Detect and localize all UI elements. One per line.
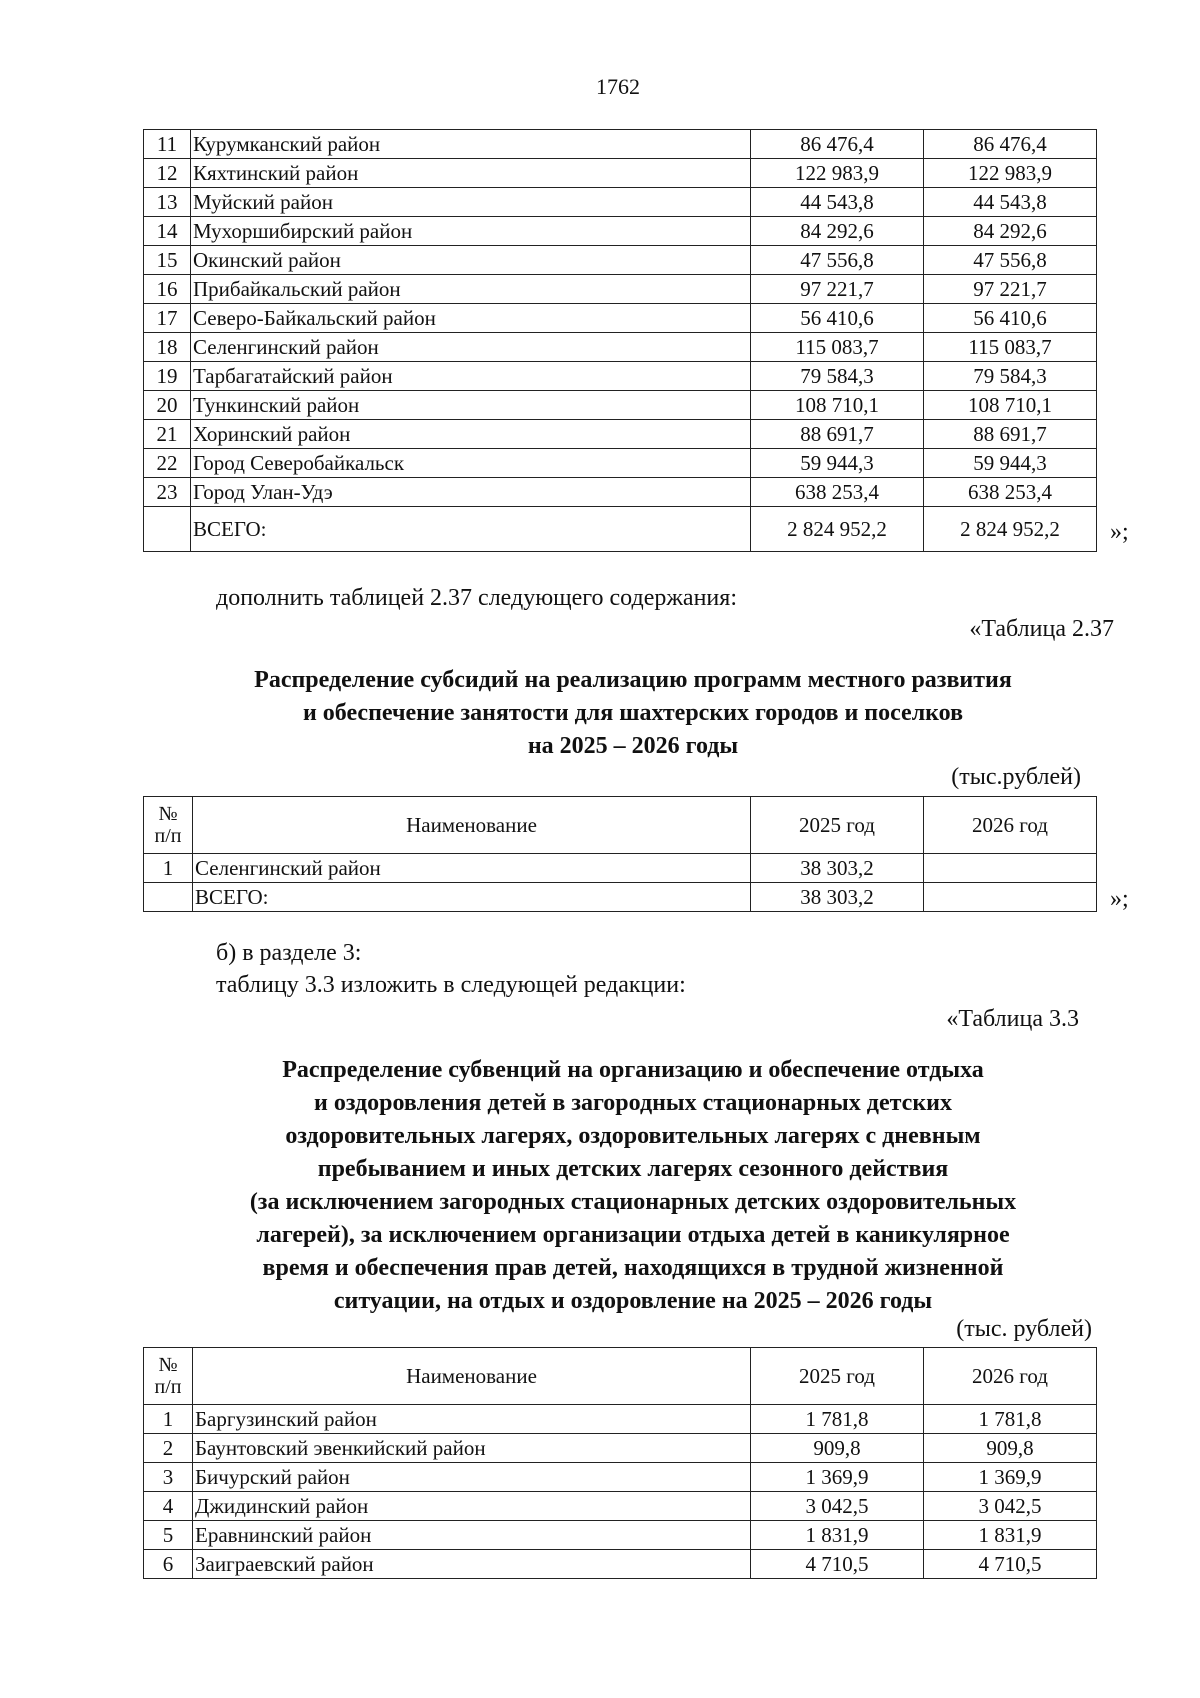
value-2025: 56 410,6: [751, 304, 924, 333]
row-number: 17: [144, 304, 191, 333]
total-row: [144, 507, 1097, 552]
table-row: [144, 188, 1097, 217]
title-line: Распределение субвенций на организацию и обеспечение отдыха: [282, 1057, 984, 1083]
title-line: Распределение субсидий на реализацию программ местного развития: [254, 667, 1012, 693]
table-row: [144, 275, 1097, 304]
value-2025: 108 710,1: [751, 391, 924, 420]
mining-towns-table: [143, 796, 1097, 912]
row-name: Тарбагатайский район: [191, 362, 751, 391]
row-number: 1: [144, 1405, 193, 1434]
value-2025: 4 710,5: [751, 1550, 924, 1579]
row-name: Курумканский район: [191, 130, 751, 159]
row-number: 2: [144, 1434, 193, 1463]
value-2025: 1 831,9: [751, 1521, 924, 1550]
title-line: время и обеспечения прав детей, находящихся в трудной жизненной: [262, 1255, 1004, 1281]
unit-label: (тыс. рублей): [956, 1316, 1092, 1342]
row-number: 22: [144, 449, 191, 478]
row-name: ВСЕГО:: [193, 883, 751, 912]
value-2026: 108 710,1: [924, 391, 1097, 420]
row-name: Кяхтинский район: [191, 159, 751, 188]
table-row: [144, 304, 1097, 333]
closing-quote: »;: [1110, 519, 1129, 545]
value-2025: 3 042,5: [751, 1492, 924, 1521]
row-number: 6: [144, 1550, 193, 1579]
value-2025: 909,8: [751, 1434, 924, 1463]
value-2026: 638 253,4: [924, 478, 1097, 507]
row-name: Город Улан-Удэ: [191, 478, 751, 507]
value-2025: 47 556,8: [751, 246, 924, 275]
col-name: Наименование: [193, 797, 751, 854]
paragraph-replace-table: таблицу 3.3 изложить в следующей редакции:: [216, 972, 686, 998]
row-name: Прибайкальский район: [191, 275, 751, 304]
row-number: 13: [144, 188, 191, 217]
value-2026: [924, 854, 1097, 883]
table-row: [144, 1492, 1097, 1521]
row-name: Город Северобайкальск: [191, 449, 751, 478]
row-name: ВСЕГО:: [191, 507, 751, 552]
table-row: [144, 159, 1097, 188]
col-number: № п/п: [144, 1348, 193, 1405]
title-line: и оздоровления детей в загородных стационарных детских: [314, 1090, 952, 1116]
table-caption: «Таблица 2.37: [969, 616, 1114, 642]
row-number: 15: [144, 246, 191, 275]
title-line: оздоровительных лагерях, оздоровительных лагерях с дневным: [285, 1123, 981, 1149]
row-name: Баунтовский эвенкийский район: [193, 1434, 751, 1463]
value-2026: 2 824 952,2: [924, 507, 1097, 552]
row-number: 21: [144, 420, 191, 449]
row-name: Джидинский район: [193, 1492, 751, 1521]
value-2025: 122 983,9: [751, 159, 924, 188]
value-2026: 1 369,9: [924, 1463, 1097, 1492]
value-2025: 97 221,7: [751, 275, 924, 304]
value-2026: 97 221,7: [924, 275, 1097, 304]
table-row: [144, 420, 1097, 449]
closing-quote: »;: [1110, 886, 1129, 912]
row-name: Тункинский район: [191, 391, 751, 420]
value-2026: 88 691,7: [924, 420, 1097, 449]
value-2025: 638 253,4: [751, 478, 924, 507]
row-name: Еравнинский район: [193, 1521, 751, 1550]
row-number: 12: [144, 159, 191, 188]
row-name: Мухоршибирский район: [191, 217, 751, 246]
col-name: Наименование: [193, 1348, 751, 1405]
row-name: Заиграевский район: [193, 1550, 751, 1579]
value-2026: 84 292,6: [924, 217, 1097, 246]
table-title: [100, 664, 1166, 763]
value-2025: 59 944,3: [751, 449, 924, 478]
col-2026: 2026 год: [924, 797, 1097, 854]
value-2025: 84 292,6: [751, 217, 924, 246]
row-number: 14: [144, 217, 191, 246]
table-row: [144, 130, 1097, 159]
col-2025: 2025 год: [751, 797, 924, 854]
table-row: [144, 1550, 1097, 1579]
value-2026: 86 476,4: [924, 130, 1097, 159]
title-line: лагерей), за исключением организации отдыха детей в каникулярное: [256, 1222, 1010, 1248]
table-row: [144, 1434, 1097, 1463]
col-2025: 2025 год: [751, 1348, 924, 1405]
row-number: [144, 883, 193, 912]
value-2025: 2 824 952,2: [751, 507, 924, 552]
districts-table-continued: [143, 129, 1097, 552]
table-row: [144, 1463, 1097, 1492]
table-title: [100, 1054, 1166, 1318]
unit-label: (тыс.рублей): [951, 764, 1081, 790]
row-number: 3: [144, 1463, 193, 1492]
table-row: [144, 449, 1097, 478]
value-2025: 1 781,8: [751, 1405, 924, 1434]
title-line: пребыванием и иных детских лагерях сезонного действия: [317, 1156, 949, 1182]
value-2026: 122 983,9: [924, 159, 1097, 188]
table-row: [144, 246, 1097, 275]
value-2025: 79 584,3: [751, 362, 924, 391]
value-2026: 3 042,5: [924, 1492, 1097, 1521]
value-2026: 909,8: [924, 1434, 1097, 1463]
value-2025: 38 303,2: [751, 854, 924, 883]
value-2025: 86 476,4: [751, 130, 924, 159]
paragraph-section: б) в разделе 3:: [216, 940, 362, 966]
row-number: 11: [144, 130, 191, 159]
col-2026: 2026 год: [924, 1348, 1097, 1405]
table-row: [144, 362, 1097, 391]
page-number: 1762: [596, 74, 640, 99]
row-number: 5: [144, 1521, 193, 1550]
row-number: 19: [144, 362, 191, 391]
row-name: Муйский район: [191, 188, 751, 217]
row-name: Селенгинский район: [191, 333, 751, 362]
value-2026: 1 781,8: [924, 1405, 1097, 1434]
value-2026: 79 584,3: [924, 362, 1097, 391]
table-row: [144, 333, 1097, 362]
table-row: [144, 391, 1097, 420]
table-row: [144, 478, 1097, 507]
total-row: [144, 883, 1097, 912]
value-2025: 115 083,7: [751, 333, 924, 362]
row-number: 4: [144, 1492, 193, 1521]
table-row: [144, 1405, 1097, 1434]
table-caption: «Таблица 3.3: [946, 1006, 1079, 1032]
row-name: Бичурский район: [193, 1463, 751, 1492]
value-2025: 44 543,8: [751, 188, 924, 217]
row-name: Баргузинский район: [193, 1405, 751, 1434]
value-2026: 59 944,3: [924, 449, 1097, 478]
table-row: [144, 1521, 1097, 1550]
value-2026: 1 831,9: [924, 1521, 1097, 1550]
table-row: [144, 217, 1097, 246]
title-line: ситуации, на отдых и оздоровление на 2025 – 2026 годы: [333, 1288, 933, 1314]
row-name: Хоринский район: [191, 420, 751, 449]
title-line: на 2025 – 2026 годы: [527, 733, 739, 759]
value-2026: 56 410,6: [924, 304, 1097, 333]
table-row: [144, 854, 1097, 883]
value-2026: 47 556,8: [924, 246, 1097, 275]
row-number: [144, 507, 191, 552]
row-number: 1: [144, 854, 193, 883]
col-number: № п/п: [144, 797, 193, 854]
value-2025: 88 691,7: [751, 420, 924, 449]
row-name: Окинский район: [191, 246, 751, 275]
value-2026: [924, 883, 1097, 912]
title-line: и обеспечение занятости для шахтерских городов и поселков: [302, 700, 964, 726]
value-2025: 38 303,2: [751, 883, 924, 912]
row-name: Северо-Байкальский район: [191, 304, 751, 333]
children-rest-table: [143, 1347, 1097, 1579]
value-2026: 4 710,5: [924, 1550, 1097, 1579]
value-2026: 115 083,7: [924, 333, 1097, 362]
row-number: 18: [144, 333, 191, 362]
row-number: 23: [144, 478, 191, 507]
row-name: Селенгинский район: [193, 854, 751, 883]
title-line: (за исключением загородных стационарных детских оздоровительных: [249, 1189, 1017, 1215]
row-number: 20: [144, 391, 191, 420]
value-2026: 44 543,8: [924, 188, 1097, 217]
paragraph-add-table: дополнить таблицей 2.37 следующего содержания:: [216, 585, 737, 611]
row-number: 16: [144, 275, 191, 304]
value-2025: 1 369,9: [751, 1463, 924, 1492]
